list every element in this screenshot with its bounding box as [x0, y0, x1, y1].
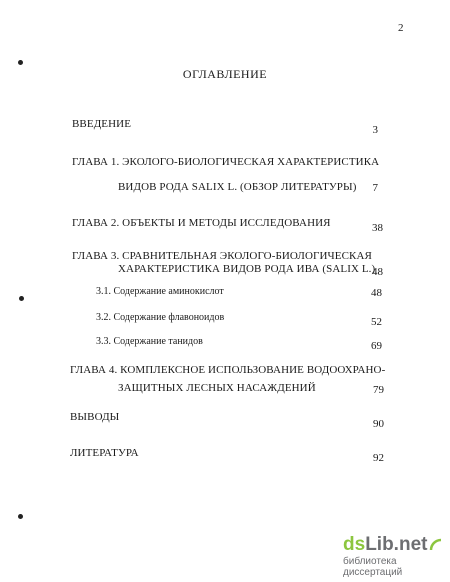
toc-entry-chapter-3: ГЛАВА 3. СРАВНИТЕЛЬНАЯ ЭКОЛОГО-БИОЛОГИЧЕСКАЯ: [72, 250, 372, 262]
toc-page-chapter-3: 48: [372, 266, 383, 278]
watermark-brand-rest: Lib.net: [365, 534, 428, 555]
watermark-arc-icon: [429, 538, 443, 552]
toc-page-section-3-1: 48: [371, 287, 382, 299]
punch-hole-top: [18, 60, 23, 65]
toc-entry-intro: ВВЕДЕНИЕ: [72, 118, 132, 130]
toc-entry-conclusions: ВЫВОДЫ: [70, 411, 120, 423]
toc-page-section-3-2: 52: [371, 316, 382, 328]
toc-page-section-3-3: 69: [371, 340, 382, 352]
toc-page-intro: 3: [372, 124, 378, 136]
toc-entry-section-3-2: 3.2. Содержание флавоноидов: [96, 312, 225, 323]
toc-entry-section-3-3: 3.3. Содержание танидов: [96, 336, 203, 347]
toc-title: ОГЛАВЛЕНИЕ: [182, 67, 268, 81]
page-number: 2: [398, 22, 404, 34]
watermark-subtitle: библиотека диссертаций: [343, 556, 403, 578]
toc-entry-chapter-4: ГЛАВА 4. КОМПЛЕКСНОЕ ИСПОЛЬЗОВАНИЕ ВОДООХРАНО-: [70, 364, 386, 376]
toc-page-chapter-2: 38: [372, 222, 383, 234]
toc-entry-section-3-1: 3.1. Содержание аминокислот: [96, 286, 224, 297]
toc-page-conclusions: 90: [373, 418, 384, 430]
toc-entry-chapter-1-cont: ВИДОВ РОДА SALIX L. (ОБЗОР ЛИТЕРАТУРЫ): [118, 181, 357, 193]
toc-page-literature: 92: [373, 452, 384, 464]
toc-entry-chapter-1: ГЛАВА 1. ЭКОЛОГО-БИОЛОГИЧЕСКАЯ ХАРАКТЕРИСТИКА: [72, 156, 380, 168]
toc-page-chapter-4: 79: [373, 384, 384, 396]
toc-entry-chapter-4-cont: ЗАЩИТНЫХ ЛЕСНЫХ НАСАЖДЕНИЙ: [118, 382, 316, 394]
watermark-logo: [343, 535, 447, 555]
punch-hole-middle: [19, 296, 24, 301]
toc-entry-literature: ЛИТЕРАТУРА: [70, 447, 139, 459]
punch-hole-bottom: [18, 514, 23, 519]
toc-page-chapter-1: 7: [372, 182, 378, 194]
toc-entry-chapter-3-cont: ХАРАКТЕРИСТИКА ВИДОВ РОДА ИВА (SALIX L.): [118, 263, 376, 275]
toc-entry-chapter-2: ГЛАВА 2. ОБЪЕКТЫ И МЕТОДЫ ИССЛЕДОВАНИЯ: [72, 217, 331, 229]
watermark-brand-ds: ds: [343, 534, 366, 555]
site-watermark: [343, 535, 447, 578]
